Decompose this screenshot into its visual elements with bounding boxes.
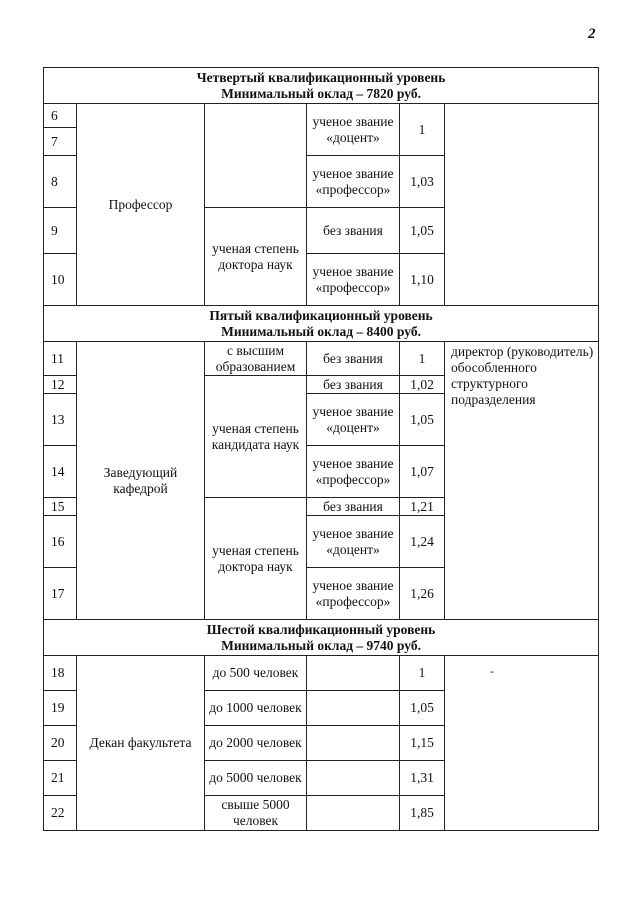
level6-title: Шестой квалификационный уровень [206, 621, 436, 637]
row-number: 7 [44, 128, 77, 156]
academic-title: ученое звание «профессор» [307, 254, 400, 306]
coefficient: 1,31 [400, 761, 445, 796]
faculty-size: до 500 человек [205, 656, 307, 691]
page-number: 2 [588, 26, 596, 42]
row-number: 19 [44, 691, 77, 726]
empty-title-cell [307, 796, 400, 831]
row-number: 13 [44, 394, 77, 446]
academic-title: ученое звание «доцент» [307, 516, 400, 568]
row-number: 16 [44, 516, 77, 568]
level5-title: Пятый квалификационный уровень [209, 307, 433, 323]
academic-title: без звания [307, 208, 400, 254]
position-professor: Профессор [77, 104, 205, 306]
row-number: 20 [44, 726, 77, 761]
row-number: 12 [44, 376, 77, 394]
note-empty [445, 104, 599, 306]
empty-title-cell [307, 726, 400, 761]
academic-title: ученое звание «доцент» [307, 104, 400, 156]
coefficient: 1,26 [400, 568, 445, 620]
level5-header-row [44, 306, 599, 342]
table-row [44, 104, 599, 128]
coefficient: 1,15 [400, 726, 445, 761]
coefficient: 1 [400, 342, 445, 376]
dash-mark: - [490, 664, 494, 678]
row-number: 11 [44, 342, 77, 376]
row-number: 6 [44, 104, 77, 128]
row-number: 14 [44, 446, 77, 498]
salary-table [43, 67, 599, 831]
coefficient: 1,85 [400, 796, 445, 831]
row-number: 22 [44, 796, 77, 831]
coefficient: 1,02 [400, 376, 445, 394]
row-number: 10 [44, 254, 77, 306]
faculty-size: свыше 5000 человек [205, 796, 307, 831]
coefficient: 1,05 [400, 208, 445, 254]
empty-title-cell [307, 691, 400, 726]
faculty-size: до 5000 человек [205, 761, 307, 796]
level4-header [44, 68, 599, 104]
coefficient: 1,05 [400, 691, 445, 726]
level4-header-row [44, 68, 599, 104]
coefficient: 1 [400, 104, 445, 156]
academic-title: ученое звание «профессор» [307, 156, 400, 208]
coefficient: 1,24 [400, 516, 445, 568]
degree-doctor: ученая степень доктора наук [205, 208, 307, 306]
academic-title: без звания [307, 376, 400, 394]
coefficient: 1,03 [400, 156, 445, 208]
empty-degree-cell [205, 104, 307, 208]
coefficient: 1,07 [400, 446, 445, 498]
row-number: 9 [44, 208, 77, 254]
coefficient: 1,21 [400, 498, 445, 516]
row-number: 17 [44, 568, 77, 620]
position-head-of-department: Заведующий кафедрой [77, 342, 205, 620]
coefficient: 1,05 [400, 394, 445, 446]
level6-salary: Минимальный оклад – 9740 руб. [221, 637, 421, 653]
row-number: 8 [44, 156, 77, 208]
level5-header [44, 306, 599, 342]
table-row [44, 342, 599, 376]
row-number: 21 [44, 761, 77, 796]
academic-title: без звания [307, 342, 400, 376]
coefficient: 1,10 [400, 254, 445, 306]
higher-education: с высшим образованием [205, 342, 307, 376]
coefficient: 1 [400, 656, 445, 691]
degree-candidate: ученая степень кандидата наук [205, 376, 307, 498]
academic-title: ученое звание «профессор» [307, 568, 400, 620]
level6-header [44, 620, 599, 656]
degree-doctor: ученая степень доктора наук [205, 498, 307, 620]
empty-title-cell [307, 761, 400, 796]
row-number: 15 [44, 498, 77, 516]
faculty-size: до 2000 человек [205, 726, 307, 761]
position-dean: Декан факультета [77, 656, 205, 831]
row-number: 18 [44, 656, 77, 691]
table-row [44, 656, 599, 691]
level4-title: Четвертый квалификационный уровень [196, 69, 446, 85]
note-empty [445, 656, 599, 831]
note-director: директор (руководитель) обособленного структурного подразделения [445, 342, 599, 620]
level6-header-row [44, 620, 599, 656]
level5-salary: Минимальный оклад – 8400 руб. [221, 323, 421, 339]
academic-title: ученое звание «профессор» [307, 446, 400, 498]
empty-title-cell [307, 656, 400, 691]
faculty-size: до 1000 человек [205, 691, 307, 726]
level4-salary: Минимальный оклад – 7820 руб. [221, 85, 421, 101]
academic-title: без звания [307, 498, 400, 516]
academic-title: ученое звание «доцент» [307, 394, 400, 446]
